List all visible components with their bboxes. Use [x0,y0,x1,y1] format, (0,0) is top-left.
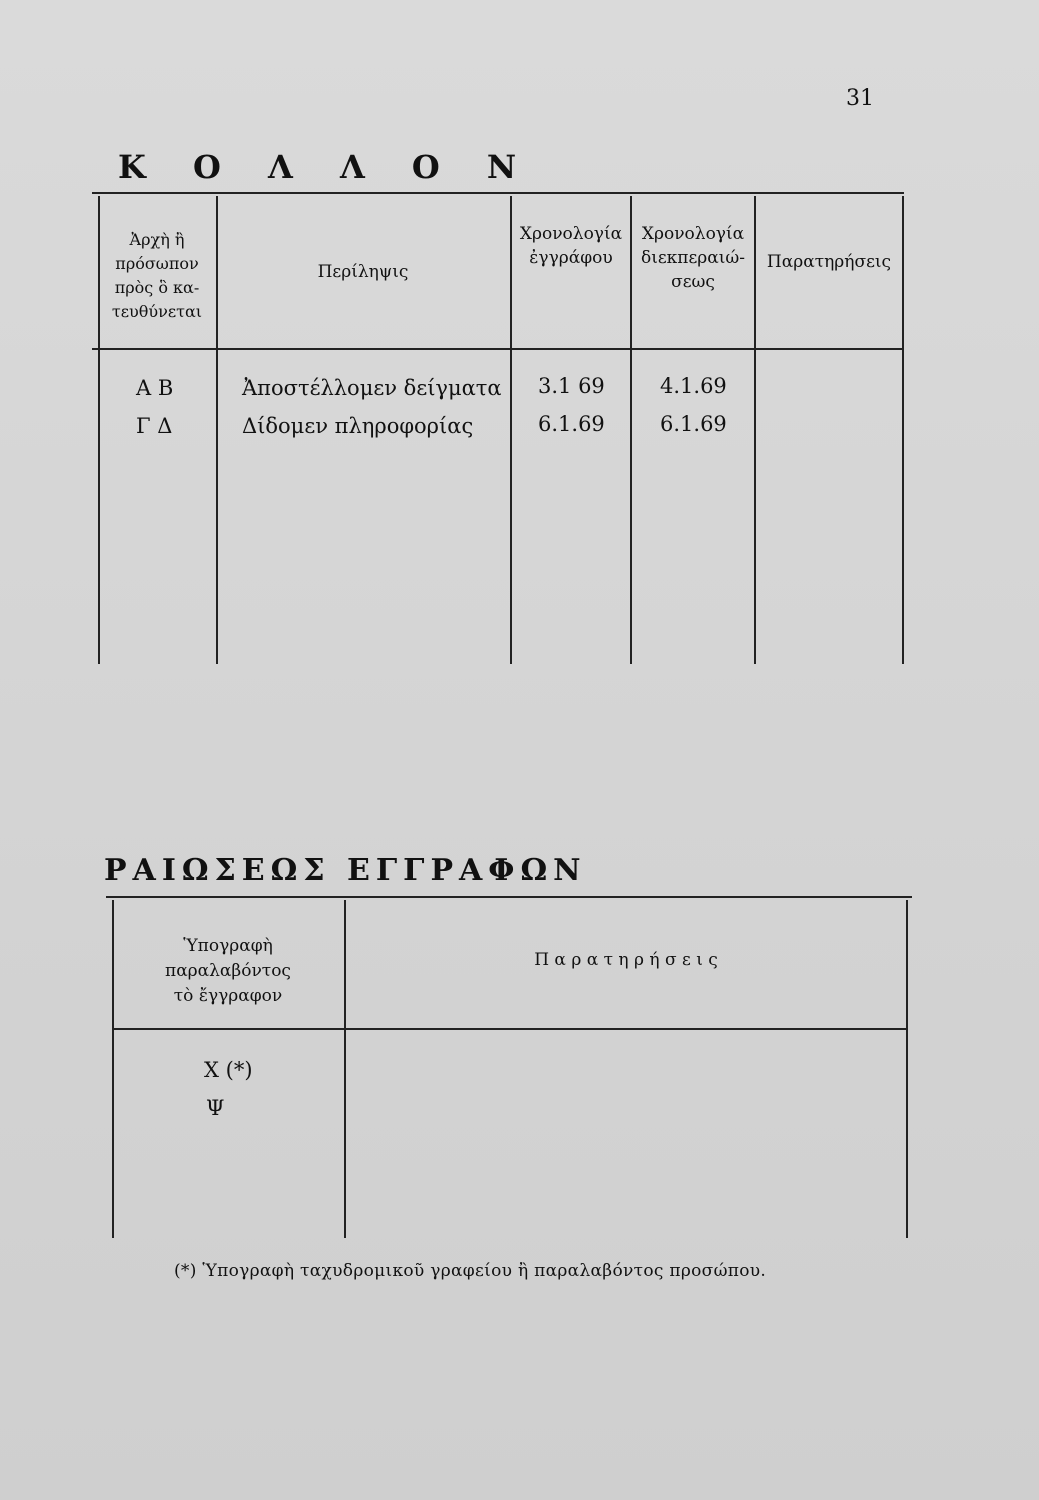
table2-title: ΡΑΙΩΣΕΩΣ ΕΓΓΡΑΦΩΝ [104,853,587,888]
header-doc-date-line: Χρονολογία [519,224,623,244]
footnote: (*) Ὑπογραφὴ ταχυδρομικοῦ γραφείου ἢ παραλαβόντος προσώπου. [174,1261,767,1281]
header-origin-line: τευθύνεται [111,302,203,321]
header-doc-date-line: ἐγγράφου [529,248,613,268]
header-remarks: Παρατηρήσεις [766,252,892,272]
table2-top-border [106,896,912,898]
header-signature-line: τὸ ἔγγραφον [173,986,283,1006]
header-signature-line: παραλαβόντος [165,961,291,981]
row1-origin: Α Β [136,376,174,400]
table2-header-divider [112,1028,908,1030]
row2-forward-date: 6.1.69 [660,412,727,436]
header-forward-date-line: σεως [671,272,715,292]
header-remarks2: Π α ρ α τ η ρ ή σ ε ι ς [534,950,718,970]
row1-forward-date: 4.1.69 [660,374,727,398]
header-signature [114,934,342,1009]
header-forward-date-line: διεκπεραιώ- [640,248,746,268]
row2-origin: Γ Δ [136,414,173,438]
header-origin-line: Ἀρχὴ ἢ [129,230,185,249]
header-signature-line: Ὑπογραφὴ [183,936,273,956]
table1-col-line [902,196,904,664]
table1-top-border [92,192,904,194]
header-forward-date [632,222,754,294]
row2-doc-date: 6.1.69 [538,412,605,436]
table1-title: Κ Ο Λ Λ Ο Ν [118,148,535,186]
page-number: 31 [846,86,874,111]
row1-summary: Ἀποστέλλομεν δείγματα [242,376,502,400]
header-forward-date-line: Χρονολογία [641,224,745,244]
header-origin-line: πρόσωπον [115,254,199,273]
table1-header-divider [92,348,904,350]
table2-col-line [906,900,908,1238]
header-origin [100,228,214,324]
header-origin-line: πρὸς ὃ κα- [114,278,200,297]
header-doc-date [512,222,630,270]
header-summary: Περίληψις [317,262,409,282]
row2-signature: Ψ [206,1096,225,1120]
row2-summary: Δίδομεν πληροφορίας [242,414,474,438]
row1-doc-date: 3.1 69 [538,374,605,398]
row1-signature: Χ (*) [204,1058,253,1082]
